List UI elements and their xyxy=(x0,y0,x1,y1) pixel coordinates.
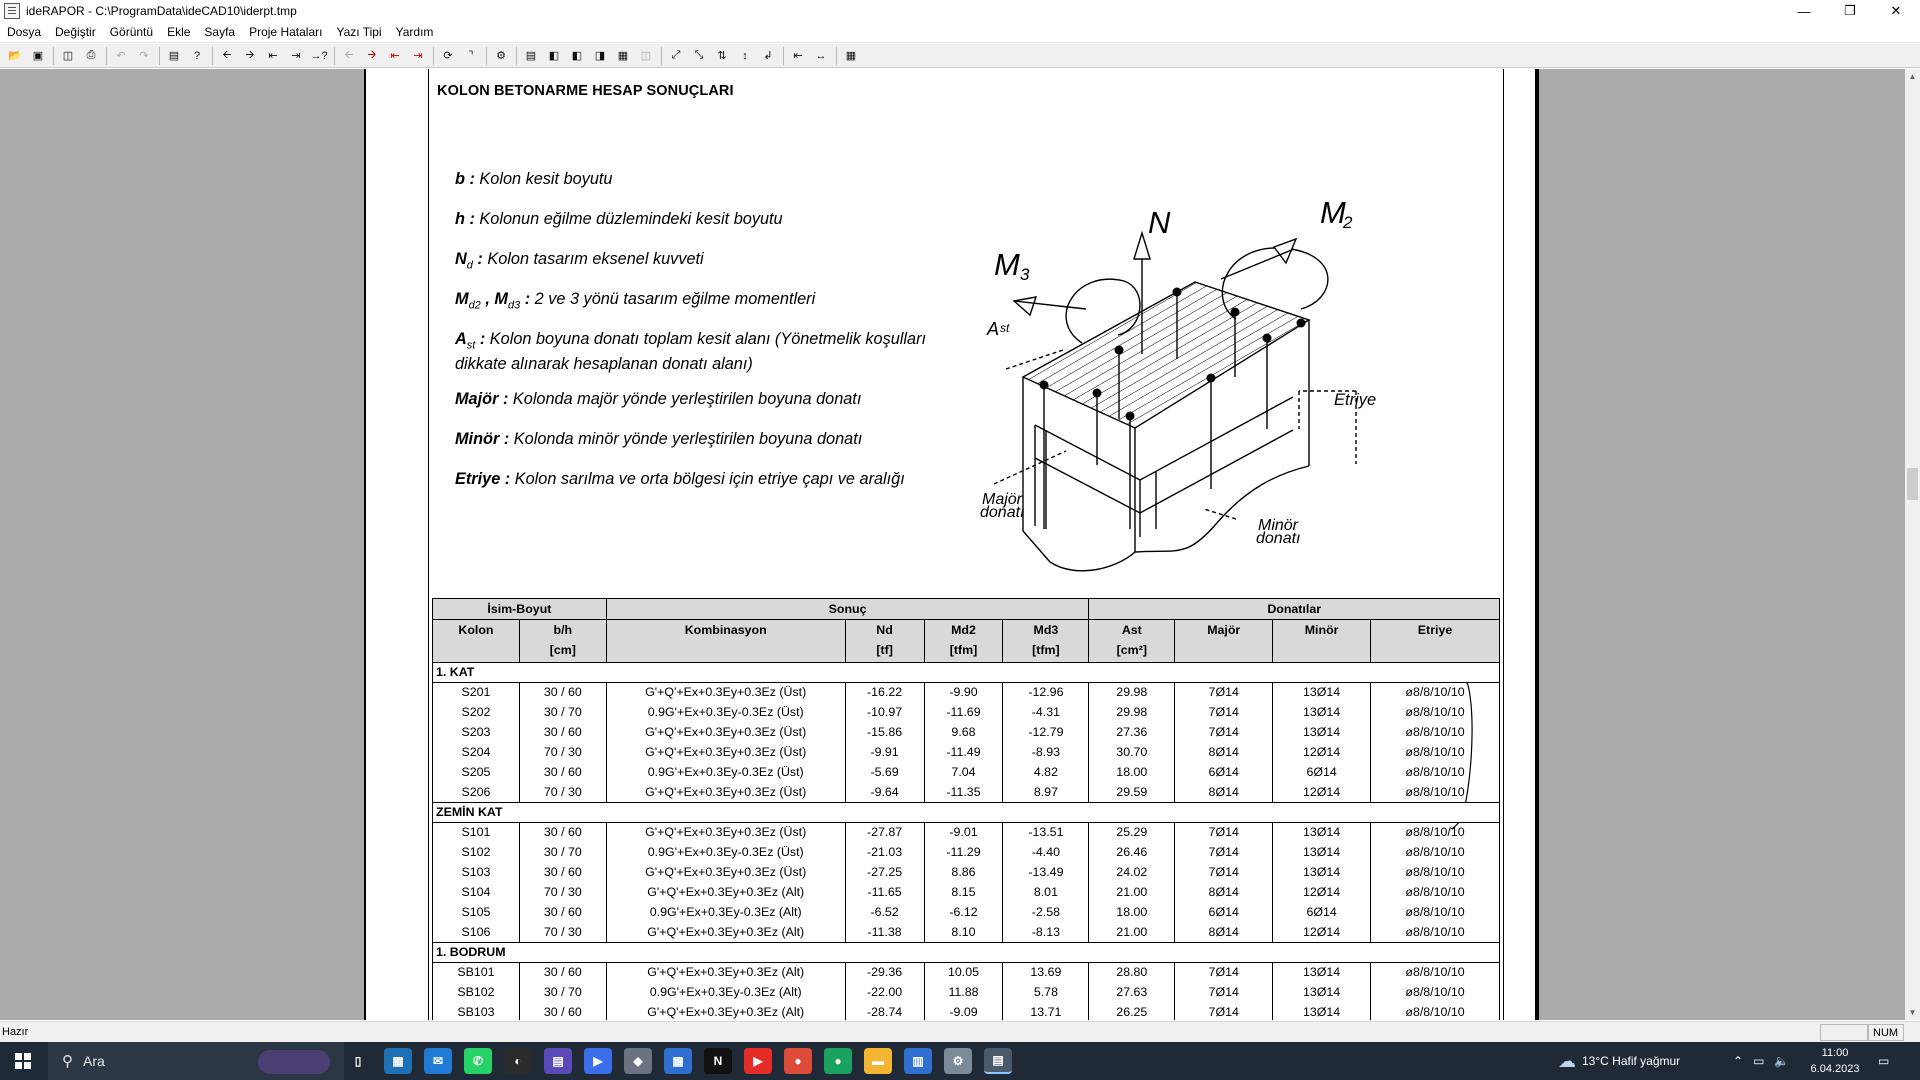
page-icon[interactable]: ▤ xyxy=(168,50,180,62)
mail-icon[interactable]: ✉ xyxy=(424,1048,452,1074)
cell-kolon: S203 xyxy=(433,723,520,743)
refresh-icon[interactable]: ⟳ xyxy=(443,50,453,62)
cell-major: 7Ø14 xyxy=(1175,723,1273,743)
cell-ast: 21.00 xyxy=(1089,923,1175,943)
cell-md3: -4.40 xyxy=(1003,843,1089,863)
cell-nd: -11.65 xyxy=(845,883,924,903)
menu-bar xyxy=(0,22,1920,43)
cell-major: 8Ø14 xyxy=(1175,923,1273,943)
cell-bh: 30 / 70 xyxy=(519,843,606,863)
cell-kolon: S205 xyxy=(433,763,520,783)
undo-icon[interactable]: ↶ xyxy=(116,50,126,62)
layout1-icon[interactable]: ▤ xyxy=(525,50,537,62)
cell-minor: 13Ø14 xyxy=(1273,703,1371,723)
cell-kombinasyon: 0.9G'+Ex+0.3Ey-0.3Ez (Üst) xyxy=(606,843,845,863)
cell-etriye: ø8/8/10/10 xyxy=(1371,963,1500,983)
vertical-scrollbar[interactable] xyxy=(1905,69,1920,1020)
cell-md2: -9.09 xyxy=(924,1003,1003,1021)
iderapor-icon[interactable]: ▤ xyxy=(984,1048,1012,1074)
column-header-major: Majör xyxy=(1175,620,1273,663)
cell-md3: -13.51 xyxy=(1003,823,1089,843)
cell-md3: 13.69 xyxy=(1003,963,1089,983)
cell-bh: 70 / 30 xyxy=(519,923,606,943)
cell-md2: -6.12 xyxy=(924,903,1003,923)
app-gray-icon[interactable]: ◆ xyxy=(624,1048,652,1074)
cell-nd: -16.22 xyxy=(845,683,924,703)
cell-ast: 30.70 xyxy=(1089,743,1175,763)
weather-widget[interactable]: ☁ 13°C Hafif yağmur xyxy=(1558,1050,1681,1071)
layout2-icon[interactable]: ◧ xyxy=(548,50,560,62)
title-bar xyxy=(0,0,1920,22)
cell-md3: 8.97 xyxy=(1003,783,1089,803)
table-row xyxy=(433,983,1500,1003)
cell-minor: 6Ø14 xyxy=(1273,903,1371,923)
cell-kombinasyon: G'+Q'+Ex+0.3Ey+0.3Ez (Alt) xyxy=(606,923,845,943)
status-pane-empty xyxy=(1820,1024,1868,1041)
group-header-isim-boyut: İsim-Boyut xyxy=(433,599,607,620)
idecad-icon[interactable]: ⚙ xyxy=(944,1048,972,1074)
last-icon[interactable]: ⇥ xyxy=(291,50,301,62)
cell-ast: 28.80 xyxy=(1089,963,1175,983)
group-header-donatilar: Donatılar xyxy=(1089,599,1500,620)
table-row xyxy=(433,863,1500,883)
column-header-nd: Nd [tf] xyxy=(845,620,924,663)
cell-nd: -22.00 xyxy=(845,983,924,1003)
print-icon[interactable]: ⎙ xyxy=(86,49,96,61)
section-row xyxy=(433,943,1500,963)
section-title: ZEMİN KAT xyxy=(433,803,1500,823)
cell-major: 8Ø14 xyxy=(1175,783,1273,803)
minimize-button[interactable]: — xyxy=(1797,3,1811,19)
cell-bh: 30 / 60 xyxy=(519,1003,606,1021)
column-header-bh: b/h [cm] xyxy=(519,620,606,663)
cell-ast: 18.00 xyxy=(1089,903,1175,923)
cell-kolon: SB103 xyxy=(433,1003,520,1021)
table-row xyxy=(433,843,1500,863)
cell-minor: 13Ø14 xyxy=(1273,843,1371,863)
status-text: Hazır xyxy=(2,1026,29,1038)
cell-ast: 24.02 xyxy=(1089,863,1175,883)
cell-kombinasyon: G'+Q'+Ex+0.3Ey+0.3Ez (Üst) xyxy=(606,683,845,703)
cell-kombinasyon: G'+Q'+Ex+0.3Ey+0.3Ez (Alt) xyxy=(606,963,845,983)
fit-width-icon[interactable]: ⇤ xyxy=(793,50,803,62)
goto-icon[interactable]: →? xyxy=(310,49,328,62)
legend-h: h : Kolonun eğilme düzlemindeki kesit boyutu xyxy=(455,210,783,228)
report-viewport[interactable] xyxy=(0,69,1905,1020)
cell-md3: -12.79 xyxy=(1003,723,1089,743)
svg-text:2: 2 xyxy=(1343,213,1353,232)
cell-kombinasyon: G'+Q'+Ex+0.3Ey+0.3Ez (Üst) xyxy=(606,743,845,763)
redo-icon[interactable]: ↷ xyxy=(139,50,149,62)
cell-minor: 13Ø14 xyxy=(1273,863,1371,883)
window-title: ideRAPOR - C:\ProgramData\ideCAD10\iderpt.tmp xyxy=(26,4,297,18)
report-page xyxy=(366,69,1535,1020)
legend-major: Majör : Kolonda majör yönde yerleştirilen boyuna donatı xyxy=(455,390,862,408)
svg-text:donatı: donatı xyxy=(1256,530,1301,547)
layout4-icon[interactable]: ◨ xyxy=(594,50,606,62)
cell-minor: 13Ø14 xyxy=(1273,1003,1371,1021)
cell-ast: 21.00 xyxy=(1089,883,1175,903)
cell-bh: 30 / 60 xyxy=(519,903,606,923)
cell-md3: 4.82 xyxy=(1003,763,1089,783)
cell-ast: 27.63 xyxy=(1089,983,1175,1003)
cell-md2: -11.35 xyxy=(924,783,1003,803)
close-button[interactable]: ✕ xyxy=(1890,3,1902,18)
cell-kolon: S104 xyxy=(433,883,520,903)
cell-ast: 26.46 xyxy=(1089,843,1175,863)
cell-minor: 13Ø14 xyxy=(1273,683,1371,703)
prev-error-icon[interactable]: 🡨 xyxy=(344,49,354,61)
windows-icon xyxy=(15,1053,31,1069)
cell-ast: 26.25 xyxy=(1089,1003,1175,1021)
menu-goruntu[interactable]: Görüntü xyxy=(109,25,154,39)
cell-major: 7Ø14 xyxy=(1175,963,1273,983)
save-icon[interactable]: ▣ xyxy=(32,50,44,62)
task-view-icon[interactable]: ▯ xyxy=(344,1048,372,1074)
clock[interactable]: 11:00 6.04.2023 xyxy=(1810,1047,1860,1075)
cloud-rain-icon: ☁ xyxy=(1558,1050,1576,1071)
menu-yazi-tipi[interactable]: Yazı Tipi xyxy=(336,25,382,39)
legend-etriye: Etriye : Kolon sarılma ve orta bölgesi için etriye çapı ve aralığı xyxy=(455,470,905,488)
app-purple-icon[interactable]: ▤ xyxy=(544,1048,572,1074)
app-blue-icon[interactable]: ▶ xyxy=(584,1048,612,1074)
section-title: 1. BODRUM xyxy=(433,943,1500,963)
cell-md3: 5.78 xyxy=(1003,983,1089,1003)
zoom-in-icon[interactable]: ⤢ xyxy=(671,49,681,61)
cell-minor: 12Ø14 xyxy=(1273,923,1371,943)
cell-kombinasyon: 0.9G'+Ex+0.3Ey-0.3Ez (Alt) xyxy=(606,983,845,1003)
print-preview-icon[interactable]: ◫ xyxy=(62,50,74,62)
label-m2: M xyxy=(1320,195,1346,230)
cell-etriye: ø8/8/10/10 xyxy=(1371,683,1500,703)
cell-etriye: ø8/8/10/10 xyxy=(1371,763,1500,783)
cell-kolon: SB102 xyxy=(433,983,520,1003)
cell-nd: -6.52 xyxy=(845,903,924,923)
cell-major: 7Ø14 xyxy=(1175,703,1273,723)
table-row xyxy=(433,883,1500,903)
cell-kolon: S201 xyxy=(433,683,520,703)
menu-ekle[interactable]: Ekle xyxy=(167,25,191,39)
cell-md2: 9.68 xyxy=(924,723,1003,743)
layout6-icon[interactable]: ◫ xyxy=(640,50,652,62)
cell-etriye: ø8/8/10/10 xyxy=(1371,743,1500,763)
cell-minor: 13Ø14 xyxy=(1273,983,1371,1003)
exit-page-icon[interactable]: ⌝ xyxy=(468,50,474,62)
legend-b: b : Kolon kesit boyutu xyxy=(455,170,613,188)
layout5-icon[interactable]: ▦ xyxy=(617,50,629,62)
cell-major: 7Ø14 xyxy=(1175,1003,1273,1021)
legend-ast: $A_{st}$ : Kolon boyuna donatı toplam kesit alanı (Yönetmelik koşulları dikkate alınarak hesaplanan donatı alanı) xyxy=(455,330,927,374)
status-bar xyxy=(0,1021,1920,1042)
cell-etriye: ø8/8/10/10 xyxy=(1371,923,1500,943)
cell-etriye: ø8/8/10/10 xyxy=(1371,703,1500,723)
cell-nd: -9.64 xyxy=(845,783,924,803)
svg-text:3: 3 xyxy=(1020,265,1030,284)
menu-sayfa[interactable]: Sayfa xyxy=(204,25,236,39)
cell-major: 7Ø14 xyxy=(1175,683,1273,703)
cell-major: 8Ø14 xyxy=(1175,743,1273,763)
cell-major: 6Ø14 xyxy=(1175,763,1273,783)
column-header-md3: Md3 [tfm] xyxy=(1003,620,1089,663)
calc-icon[interactable]: ▦ xyxy=(845,50,857,62)
cell-md2: -11.49 xyxy=(924,743,1003,763)
cell-md2: 11.88 xyxy=(924,983,1003,1003)
cell-kolon: S103 xyxy=(433,863,520,883)
cell-kolon: S204 xyxy=(433,743,520,763)
cell-minor: 6Ø14 xyxy=(1273,763,1371,783)
num-lock-indicator: NUM xyxy=(1868,1024,1904,1041)
cell-ast: 29.59 xyxy=(1089,783,1175,803)
calculator-icon[interactable]: ▦ xyxy=(664,1048,692,1074)
group-header-sonuc: Sonuç xyxy=(606,599,1089,620)
cell-kombinasyon: G'+Q'+Ex+0.3Ey+0.3Ez (Üst) xyxy=(606,723,845,743)
taskbar xyxy=(0,1042,1920,1080)
table-row xyxy=(433,723,1500,743)
cell-kolon: S206 xyxy=(433,783,520,803)
cell-ast: 29.98 xyxy=(1089,683,1175,703)
column-header-kombinasyon: Kombinasyon xyxy=(606,620,845,663)
cell-nd: -5.69 xyxy=(845,763,924,783)
table-row xyxy=(433,963,1500,983)
cell-etriye: ø8/8/10/10 xyxy=(1371,783,1500,803)
system-tray xyxy=(1733,1042,1789,1080)
cell-md3: -8.13 xyxy=(1003,923,1089,943)
cell-bh: 30 / 60 xyxy=(519,863,606,883)
cell-etriye: ø8/8/10/10 xyxy=(1371,723,1500,743)
cell-minor: 13Ø14 xyxy=(1273,723,1371,743)
cell-ast: 18.00 xyxy=(1089,763,1175,783)
cell-md2: -9.90 xyxy=(924,683,1003,703)
youtube-icon[interactable]: ▶ xyxy=(744,1048,772,1074)
cell-kolon: S106 xyxy=(433,923,520,943)
cell-kombinasyon: 0.9G'+Ex+0.3Ey-0.3Ez (Üst) xyxy=(606,703,845,723)
last-error-icon[interactable]: ⇥ xyxy=(413,50,423,62)
chevron-up-icon[interactable]: ⌃ xyxy=(1733,1054,1744,1068)
label-minor: Minör xyxy=(1258,517,1299,534)
cell-kombinasyon: G'+Q'+Ex+0.3Ey+0.3Ez (Üst) xyxy=(606,823,845,843)
cell-md2: 8.10 xyxy=(924,923,1003,943)
cell-md2: 8.86 xyxy=(924,863,1003,883)
app-bars-icon[interactable]: ▥ xyxy=(904,1048,932,1074)
store-icon[interactable]: ▦ xyxy=(384,1048,412,1074)
help-icon[interactable]: ? xyxy=(193,49,201,62)
settings-icon[interactable]: ⚙ xyxy=(496,50,506,62)
cell-nd: -9.91 xyxy=(845,743,924,763)
table-row xyxy=(433,903,1500,923)
cell-nd: -29.36 xyxy=(845,963,924,983)
table-row xyxy=(433,743,1500,763)
cell-ast: 27.36 xyxy=(1089,723,1175,743)
column-header-kolon: Kolon xyxy=(433,620,520,663)
cell-bh: 30 / 60 xyxy=(519,683,606,703)
scroll-up-icon[interactable]: ▲ xyxy=(1908,72,1917,81)
restore-button[interactable]: ❐ xyxy=(1844,3,1856,18)
section-row xyxy=(433,663,1500,683)
volume-icon[interactable]: 🔈 xyxy=(1774,1054,1790,1068)
table-row xyxy=(433,703,1500,723)
arrow-left-icon[interactable]: 🡨 xyxy=(222,49,232,61)
cell-kolon: S102 xyxy=(433,843,520,863)
arrow-right-icon[interactable]: 🡪 xyxy=(245,49,255,61)
cell-md2: 7.04 xyxy=(924,763,1003,783)
cell-nd: -27.25 xyxy=(845,863,924,883)
cell-kombinasyon: G'+Q'+Ex+0.3Ey+0.3Ez (Alt) xyxy=(606,1003,845,1021)
column-header-etriye: Etriye xyxy=(1371,620,1500,663)
zoom-page-icon[interactable]: ↲ xyxy=(763,50,773,62)
menu-degistir[interactable]: Değiştir xyxy=(55,25,96,39)
cell-bh: 70 / 30 xyxy=(519,883,606,903)
cell-etriye: ø8/8/10/10 xyxy=(1371,983,1500,1003)
cell-minor: 12Ø14 xyxy=(1273,743,1371,763)
zoom-out-icon[interactable]: ⤡ xyxy=(694,49,704,61)
network-icon[interactable]: ▭ xyxy=(1753,1054,1765,1068)
whatsapp-icon[interactable]: ✆ xyxy=(464,1048,492,1074)
file-explorer-icon[interactable]: ▬ xyxy=(864,1048,892,1074)
cell-md2: -9.01 xyxy=(924,823,1003,843)
netflix-icon[interactable]: N xyxy=(704,1048,732,1074)
cell-md2: -11.69 xyxy=(924,703,1003,723)
cell-etriye: ø8/8/10/10 xyxy=(1371,843,1500,863)
label-ast: A xyxy=(987,319,1000,339)
search-icon: ⚲ xyxy=(62,1053,73,1070)
cell-major: 7Ø14 xyxy=(1175,863,1273,883)
scroll-down-icon[interactable]: ▼ xyxy=(1908,1008,1917,1017)
cell-md3: -4.31 xyxy=(1003,703,1089,723)
cell-kombinasyon: 0.9G'+Ex+0.3Ey-0.3Ez (Üst) xyxy=(606,763,845,783)
cell-bh: 30 / 70 xyxy=(519,983,606,1003)
first-icon[interactable]: ⇤ xyxy=(268,50,278,62)
cell-md2: 8.15 xyxy=(924,883,1003,903)
cell-ast: 25.29 xyxy=(1089,823,1175,843)
cell-minor: 13Ø14 xyxy=(1273,823,1371,843)
toolbar xyxy=(0,44,1920,68)
search-decoration-icon xyxy=(258,1050,330,1074)
open-icon[interactable]: 📂 xyxy=(8,50,22,62)
cell-nd: -27.87 xyxy=(845,823,924,843)
menu-dosya[interactable]: Dosya xyxy=(7,25,42,39)
cell-nd: -10.97 xyxy=(845,703,924,723)
chrome-icon[interactable]: ● xyxy=(784,1048,812,1074)
cell-bh: 70 / 30 xyxy=(519,743,606,763)
section-row xyxy=(433,803,1500,823)
column-header-minor: Minör xyxy=(1273,620,1371,663)
cell-nd: -21.03 xyxy=(845,843,924,863)
svg-text:donatı: donatı xyxy=(980,504,1025,521)
cell-minor: 12Ø14 xyxy=(1273,883,1371,903)
next-error-icon[interactable]: 🡪 xyxy=(367,49,377,61)
column-header-row xyxy=(433,620,1500,663)
app-icon xyxy=(4,3,20,19)
cell-kombinasyon: G'+Q'+Ex+0.3Ey+0.3Ez (Alt) xyxy=(606,883,845,903)
legend-nd: $N_d$ : Kolon tasarım eksenel kuvveti xyxy=(455,250,704,272)
fit-all-icon[interactable]: ↔ xyxy=(815,49,827,62)
label-etriye: Etriye xyxy=(1334,391,1377,409)
cell-md3: -8.93 xyxy=(1003,743,1089,763)
cell-kombinasyon: G'+Q'+Ex+0.3Ey+0.3Ez (Üst) xyxy=(606,783,845,803)
legend-md: $M_{d2}$ , $M_{d3}$ : 2 ve 3 yönü tasarım eğilme momentleri xyxy=(455,290,816,312)
cell-major: 7Ø14 xyxy=(1175,823,1273,843)
layout3-icon[interactable]: ◧ xyxy=(571,50,583,62)
taskbar-search[interactable]: ⚲ Ara xyxy=(48,1042,344,1080)
column-header-md2: Md2 [tfm] xyxy=(924,620,1003,663)
cell-minor: 13Ø14 xyxy=(1273,963,1371,983)
cell-kolon: S105 xyxy=(433,903,520,923)
cell-major: 7Ø14 xyxy=(1175,983,1273,1003)
cell-bh: 70 / 30 xyxy=(519,783,606,803)
label-major: Majör xyxy=(982,491,1023,508)
notification-icon[interactable]: ▭ xyxy=(1878,1054,1890,1068)
cell-etriye: ø8/8/10/10 xyxy=(1371,903,1500,923)
cell-bh: 30 / 60 xyxy=(519,723,606,743)
cell-kombinasyon: G'+Q'+Ex+0.3Ey+0.3Ez (Üst) xyxy=(606,863,845,883)
label-m3: M xyxy=(994,247,1020,282)
cell-major: 6Ø14 xyxy=(1175,903,1273,923)
cell-kolon: S101 xyxy=(433,823,520,843)
cell-md3: -2.58 xyxy=(1003,903,1089,923)
cell-bh: 30 / 70 xyxy=(519,703,606,723)
section-title: 1. KAT xyxy=(433,663,1500,683)
cell-kombinasyon: 0.9G'+Ex+0.3Ey-0.3Ez (Alt) xyxy=(606,903,845,923)
zoom-width-icon[interactable]: ⇅ xyxy=(717,50,727,62)
table-row xyxy=(433,783,1500,803)
cell-etriye: ø8/8/10/10 xyxy=(1371,883,1500,903)
table-row xyxy=(433,683,1500,703)
cell-major: 8Ø14 xyxy=(1175,883,1273,903)
label-n: N xyxy=(1148,205,1171,240)
chrome-profile-icon[interactable]: ● xyxy=(824,1048,852,1074)
cell-md3: -13.49 xyxy=(1003,863,1089,883)
scroll-thumb[interactable] xyxy=(1907,468,1918,500)
results-table xyxy=(432,598,1500,1020)
menu-yardim[interactable]: Yardım xyxy=(395,25,434,39)
table-row xyxy=(433,823,1500,843)
cell-nd: -28.74 xyxy=(845,1003,924,1021)
table-row xyxy=(433,1003,1500,1021)
cell-kolon: S202 xyxy=(433,703,520,723)
cell-md3: -12.96 xyxy=(1003,683,1089,703)
cell-etriye: ø8/8/10/10 xyxy=(1371,863,1500,883)
cell-etriye: ø8/8/10/10 xyxy=(1371,1003,1500,1021)
cell-bh: 30 / 60 xyxy=(519,763,606,783)
legend-minor: Minör : Kolonda minör yönde yerleştirilen boyuna donatı xyxy=(455,430,863,448)
first-error-icon[interactable]: ⇤ xyxy=(390,50,400,62)
cell-etriye: ø8/8/10/10 xyxy=(1371,823,1500,843)
table-row xyxy=(433,923,1500,943)
start-button[interactable] xyxy=(0,1042,46,1080)
app-red-icon[interactable]: ◐ xyxy=(504,1048,532,1074)
cell-bh: 30 / 60 xyxy=(519,963,606,983)
cell-md2: -11.29 xyxy=(924,843,1003,863)
svg-text:st: st xyxy=(1000,321,1010,335)
cell-md3: 13.71 xyxy=(1003,1003,1089,1021)
menu-proje-hatalari[interactable]: Proje Hataları xyxy=(249,25,323,39)
cell-kolon: SB101 xyxy=(433,963,520,983)
cell-md3: 8.01 xyxy=(1003,883,1089,903)
cell-ast: 29.98 xyxy=(1089,703,1175,723)
zoom-height-icon[interactable]: ↕ xyxy=(742,49,748,62)
column-header-ast: Ast [cm²] xyxy=(1089,620,1175,663)
table-row xyxy=(433,763,1500,783)
report-title: KOLON BETONARME HESAP SONUÇLARI xyxy=(437,83,734,99)
cell-minor: 12Ø14 xyxy=(1273,783,1371,803)
cell-md2: 10.05 xyxy=(924,963,1003,983)
cell-bh: 30 / 60 xyxy=(519,823,606,843)
cell-nd: -11.38 xyxy=(845,923,924,943)
cell-major: 7Ø14 xyxy=(1175,843,1273,863)
cell-nd: -15.86 xyxy=(845,723,924,743)
